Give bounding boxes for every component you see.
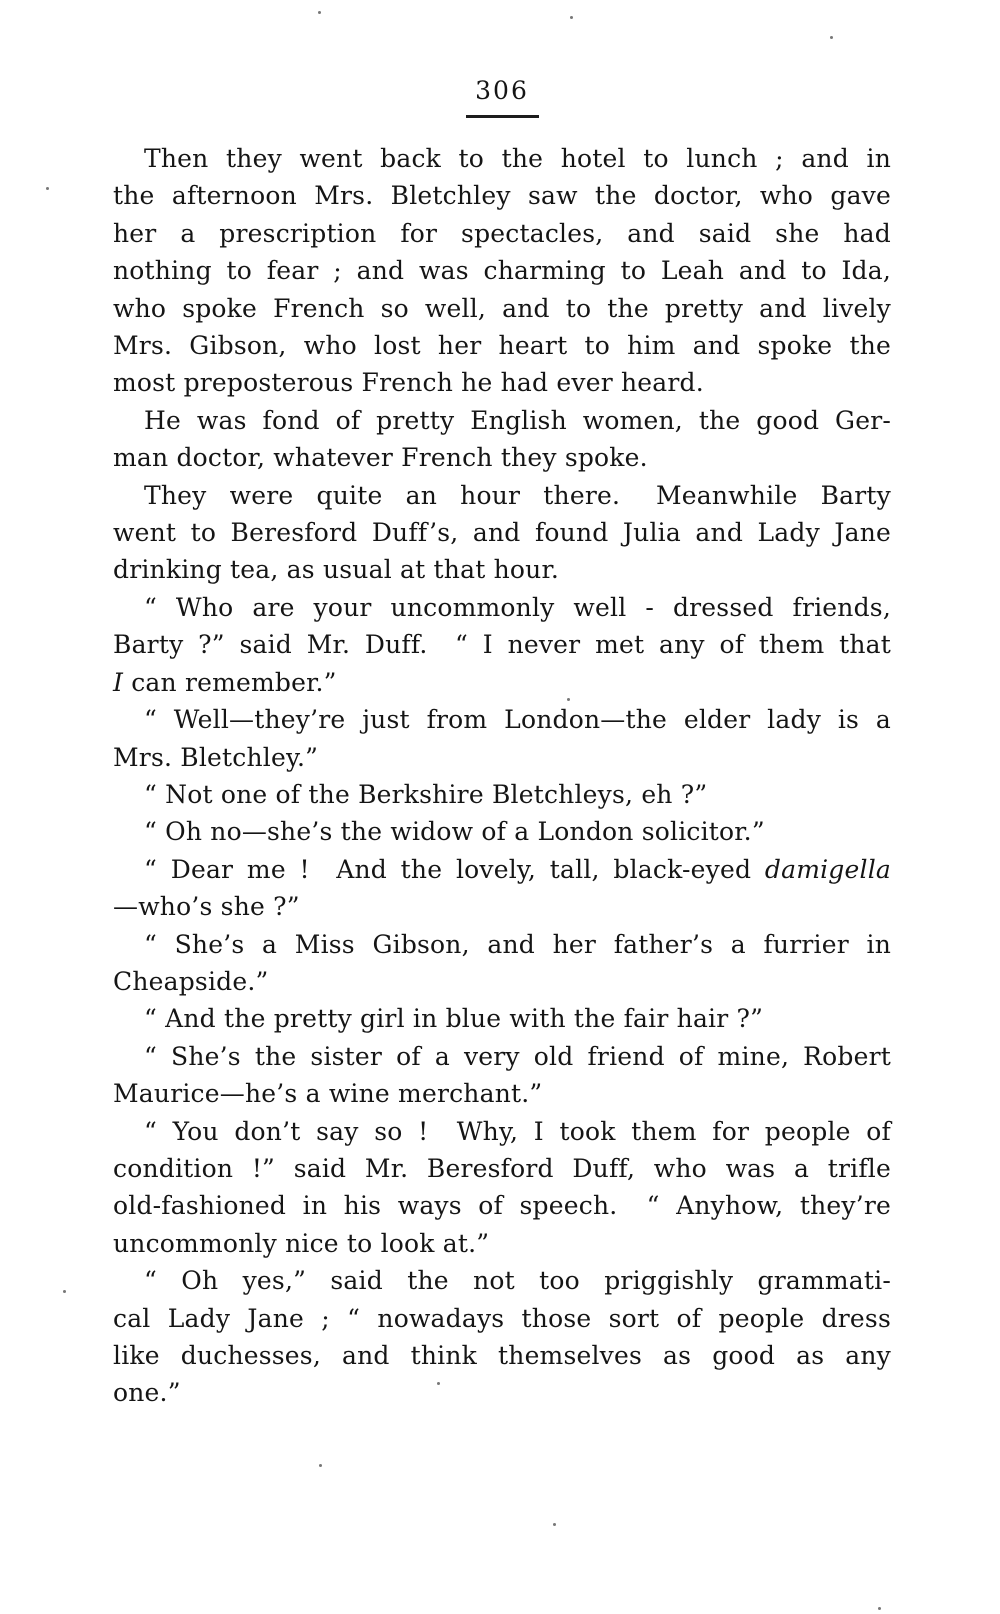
text-segment: condition !” said Mr. Beresford Duff, who was a trifle (113, 1153, 891, 1183)
text-line (113, 926, 891, 963)
text-line (113, 1150, 891, 1187)
text-segment: Then they went back to the hotel to lunch ; and in (144, 144, 891, 173)
text-line (113, 963, 891, 1000)
text-line (113, 140, 891, 177)
text-segment: uncommonly nice to look at.” (113, 1228, 490, 1258)
text-segment: her a prescription for spectacles, and said she had (113, 218, 891, 248)
text-line (113, 813, 891, 850)
text-segment: He was fond of pretty English women, the good Ger- (144, 405, 891, 435)
paragraph (113, 1000, 891, 1037)
text-line (113, 1187, 891, 1224)
page-text (113, 140, 891, 1412)
text-segment: “ She’s a Miss Gibson, and her father’s a furrier in (144, 929, 891, 959)
text-line (113, 364, 891, 401)
paragraph (113, 402, 891, 477)
paragraph (113, 477, 891, 589)
text-line (113, 888, 891, 925)
paragraph (113, 1113, 891, 1263)
text-line (113, 664, 891, 701)
text-line (113, 1300, 891, 1337)
text-line (113, 1113, 891, 1150)
text-line (113, 1075, 891, 1112)
scan-speckle (570, 16, 573, 19)
text-segment: who spoke French so well, and to the pretty and lively (113, 293, 891, 323)
text-line (113, 739, 891, 776)
text-segment: “ She’s the sister of a very old friend of mine, Robert (144, 1041, 891, 1071)
text-line (113, 439, 891, 476)
page-header (113, 78, 891, 118)
text-line (113, 1038, 891, 1075)
paragraph (113, 140, 891, 402)
italic-text: damigella (764, 854, 891, 884)
scan-speckle (567, 698, 570, 701)
text-line (113, 589, 891, 626)
text-line (113, 551, 891, 588)
text-segment: Mrs. Bletchley.” (113, 742, 319, 772)
text-line (113, 776, 891, 813)
text-segment: can remember.” (123, 667, 337, 697)
text-segment: “ Not one of the Berkshire Bletchleys, eh ?” (144, 779, 708, 809)
italic-text: I (113, 667, 124, 697)
scan-speckle (46, 187, 49, 190)
text-line (113, 215, 891, 252)
text-line (113, 290, 891, 327)
text-segment: Maurice—he’s a wine merchant.” (113, 1079, 543, 1109)
text-segment: nothing to fear ; and was charming to Leah and to Ida, (113, 256, 891, 286)
text-segment: Cheapside.” (113, 966, 269, 996)
text-segment: “ Oh no—she’s the widow of a London solicitor.” (144, 817, 765, 847)
text-segment: Barty ?” said Mr. Duff. “ I never met any of them that (113, 630, 891, 660)
text-line (113, 477, 891, 514)
scan-speckle (878, 1607, 881, 1610)
text-segment: like duchesses, and think themselves as good as any (113, 1341, 891, 1370)
text-segment: —who’s she ?” (113, 892, 300, 922)
text-segment: “ Dear me ! And the lovely, tall, black-eyed (144, 854, 765, 884)
text-line (113, 1337, 891, 1374)
scan-speckle (553, 1523, 556, 1526)
text-segment: “ Well—they’re just from London—the elder lady is a (144, 705, 891, 735)
text-line (113, 514, 891, 551)
paragraph (113, 776, 891, 813)
paragraph (113, 813, 891, 850)
text-segment: “ And the pretty girl in blue with the fair hair ?” (144, 1004, 764, 1034)
text-line (113, 1000, 891, 1037)
text-segment: the afternoon Mrs. Bletchley saw the doctor, who gave (113, 181, 891, 211)
text-segment: “ Who are your uncommonly well - dressed friends, (144, 592, 891, 622)
paragraph (113, 851, 891, 926)
paragraph (113, 589, 891, 701)
text-segment: “ You don’t say so ! Why, I took them for people of (144, 1116, 891, 1146)
text-line (113, 851, 891, 888)
text-line (113, 327, 891, 364)
text-line (113, 252, 891, 289)
paragraph (113, 1038, 891, 1113)
text-line (113, 402, 891, 439)
text-segment: “ Oh yes,” said the not too priggishly grammati- (144, 1266, 891, 1296)
text-segment: Mrs. Gibson, who lost her heart to him and spoke the (113, 331, 891, 361)
text-segment: man doctor, whatever French they spoke. (113, 443, 648, 473)
scan-speckle (318, 11, 321, 14)
text-segment: They were quite an hour there. Meanwhile Barty (144, 480, 891, 510)
scan-speckle (63, 1290, 66, 1293)
scan-speckle (830, 36, 833, 39)
text-segment: old-fashioned in his ways of speech. “ Anyhow, they’re (113, 1191, 891, 1221)
text-line (113, 1262, 891, 1299)
paragraph (113, 1262, 891, 1412)
text-line (113, 1225, 891, 1262)
scan-speckle (319, 1464, 322, 1467)
text-line (113, 1374, 891, 1411)
page-number-rule (466, 115, 539, 118)
text-line (113, 626, 891, 663)
paragraph (113, 926, 891, 1001)
paragraph (113, 701, 891, 776)
text-segment: drinking tea, as usual at that hour. (113, 555, 559, 585)
page-number: 306 (475, 76, 529, 105)
text-segment: most preposterous French he had ever heard. (113, 368, 704, 398)
scan-speckle (437, 1382, 440, 1385)
text-segment: cal Lady Jane ; “ nowadays those sort of people dress (113, 1303, 891, 1333)
text-segment: one.” (113, 1378, 181, 1408)
text-line (113, 177, 891, 214)
text-line (113, 701, 891, 738)
text-segment: went to Beresford Duff’s, and found Julia and Lady Jane (113, 518, 891, 548)
